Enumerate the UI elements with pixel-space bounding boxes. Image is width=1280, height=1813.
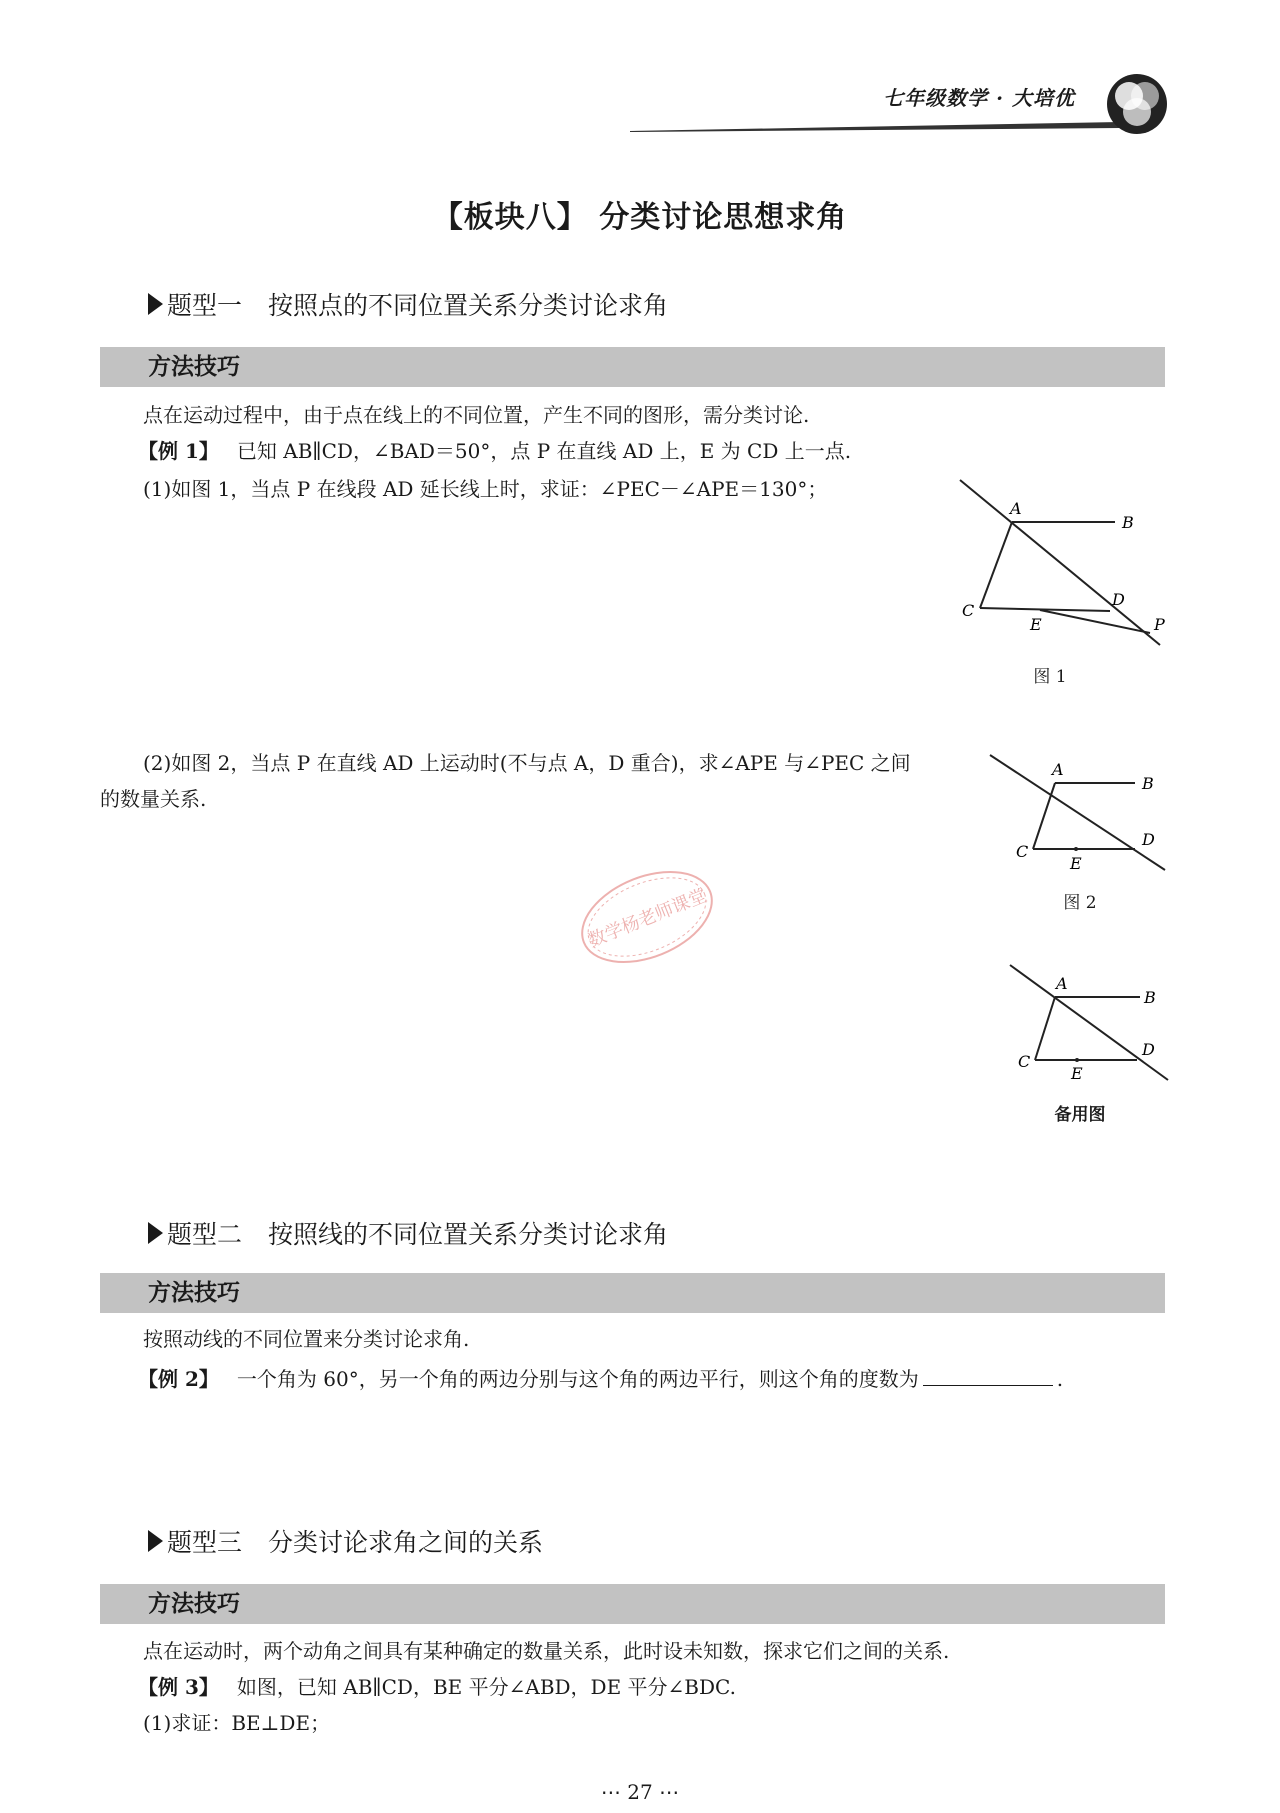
ornament-right-icon: ⋯ [659,1780,680,1804]
type1-name: 题型一 [167,291,243,320]
triangle-bullet-icon [148,1530,163,1552]
fig3-label-e: E [1071,1064,1083,1083]
type1-method-bar: 方法技巧 [100,347,1165,387]
example1 [138,434,851,468]
ornament-left-icon: ⋯ [600,1780,621,1804]
type3-heading [148,1523,543,1559]
example3 [138,1670,736,1704]
type3-method-text: 点在运动时，两个动角之间具有某种确定的数量关系，此时设未知数，探求它们之间的关系. [143,1639,950,1663]
example3-text: 如图，已知 AB∥CD，BE 平分∠ABD，DE 平分∠BDC. [236,1675,736,1699]
triangle-bullet-icon [148,1222,163,1244]
answer-blank[interactable] [923,1363,1053,1386]
example1-q1: (1)如图 1，当点 P 在线段 AD 延长线上时，求证：∠PEC－∠APE＝130°； [143,477,828,501]
type1-heading [148,286,668,322]
page-number [0,1780,1280,1804]
example1-q2-line1: (2)如图 2，当点 P 在直线 AD 上运动时(不与点 A，D 重合)，求∠APE 与∠PEC 之间 [143,751,911,775]
fig1-label-d: D [1112,590,1125,609]
fig1-label-e: E [1030,615,1042,634]
type1-method-text: 点在运动过程中，由于点在线上的不同位置，产生不同的图形，需分类讨论. [143,403,810,427]
example2-text: 一个角为 60°，另一个角的两边分别与这个角的两边平行，则这个角的度数为 [236,1367,919,1391]
type2-title: 按照线的不同位置关系分类讨论求角 [268,1220,669,1249]
fig2-caption: 图 2 [1063,893,1097,913]
figure-1 [950,470,1180,650]
triangle-bullet-icon [148,293,163,315]
figure-3 [1000,955,1180,1085]
fig3-label-a: A [1056,974,1068,993]
logo-icon [1105,72,1169,136]
page-number-value: 27 [627,1780,653,1804]
type2-heading [148,1215,668,1251]
example2-label: 【例 2】 [138,1367,219,1391]
watermark-stamp [572,862,722,972]
fig3-label-c: C [1018,1052,1031,1071]
fig3-label-d: D [1142,1040,1155,1059]
fig2-label-c: C [1016,842,1029,861]
fig2-label-a: A [1052,760,1064,779]
type3-name: 题型三 [167,1528,243,1557]
type3-title: 分类讨论求角之间的关系 [268,1528,544,1557]
fig1-label-p: P [1154,615,1165,634]
fig1-label-c: C [962,601,975,620]
example3-label: 【例 3】 [138,1675,219,1699]
header-rule [630,120,1120,132]
type2-method-text: 按照动线的不同位置来分类讨论求角. [143,1327,470,1351]
stamp-text: 数学杨老师课堂 [585,885,710,952]
type3-method-bar: 方法技巧 [100,1584,1165,1624]
fig2-label-d: D [1142,830,1155,849]
type1-title: 按照点的不同位置关系分类讨论求角 [268,291,669,320]
example1-text: 已知 AB∥CD，∠BAD＝50°，点 P 在直线 AD 上，E 为 CD 上一点. [236,439,852,463]
example2-end: . [1056,1367,1064,1391]
fig3-caption: 备用图 [1054,1105,1106,1125]
type2-method-bar: 方法技巧 [100,1273,1165,1313]
fig2-label-b: B [1142,774,1154,793]
type2-name: 题型二 [167,1220,243,1249]
example2 [138,1362,1063,1396]
fig1-label-b: B [1122,513,1134,532]
fig2-label-e: E [1070,854,1082,873]
example3-q1: (1)求证：BE⊥DE； [143,1711,331,1735]
fig3-label-b: B [1144,988,1156,1007]
fig1-caption: 图 1 [1033,667,1067,687]
fig1-label-a: A [1010,499,1022,518]
example1-label: 【例 1】 [138,439,219,463]
section-title: 【板块八】 分类讨论思想求角 [432,200,848,235]
figure-2 [980,745,1180,875]
header-title: 七年级数学 · 大培优 [883,86,1075,110]
example1-q2-line2: 的数量关系. [100,787,207,811]
